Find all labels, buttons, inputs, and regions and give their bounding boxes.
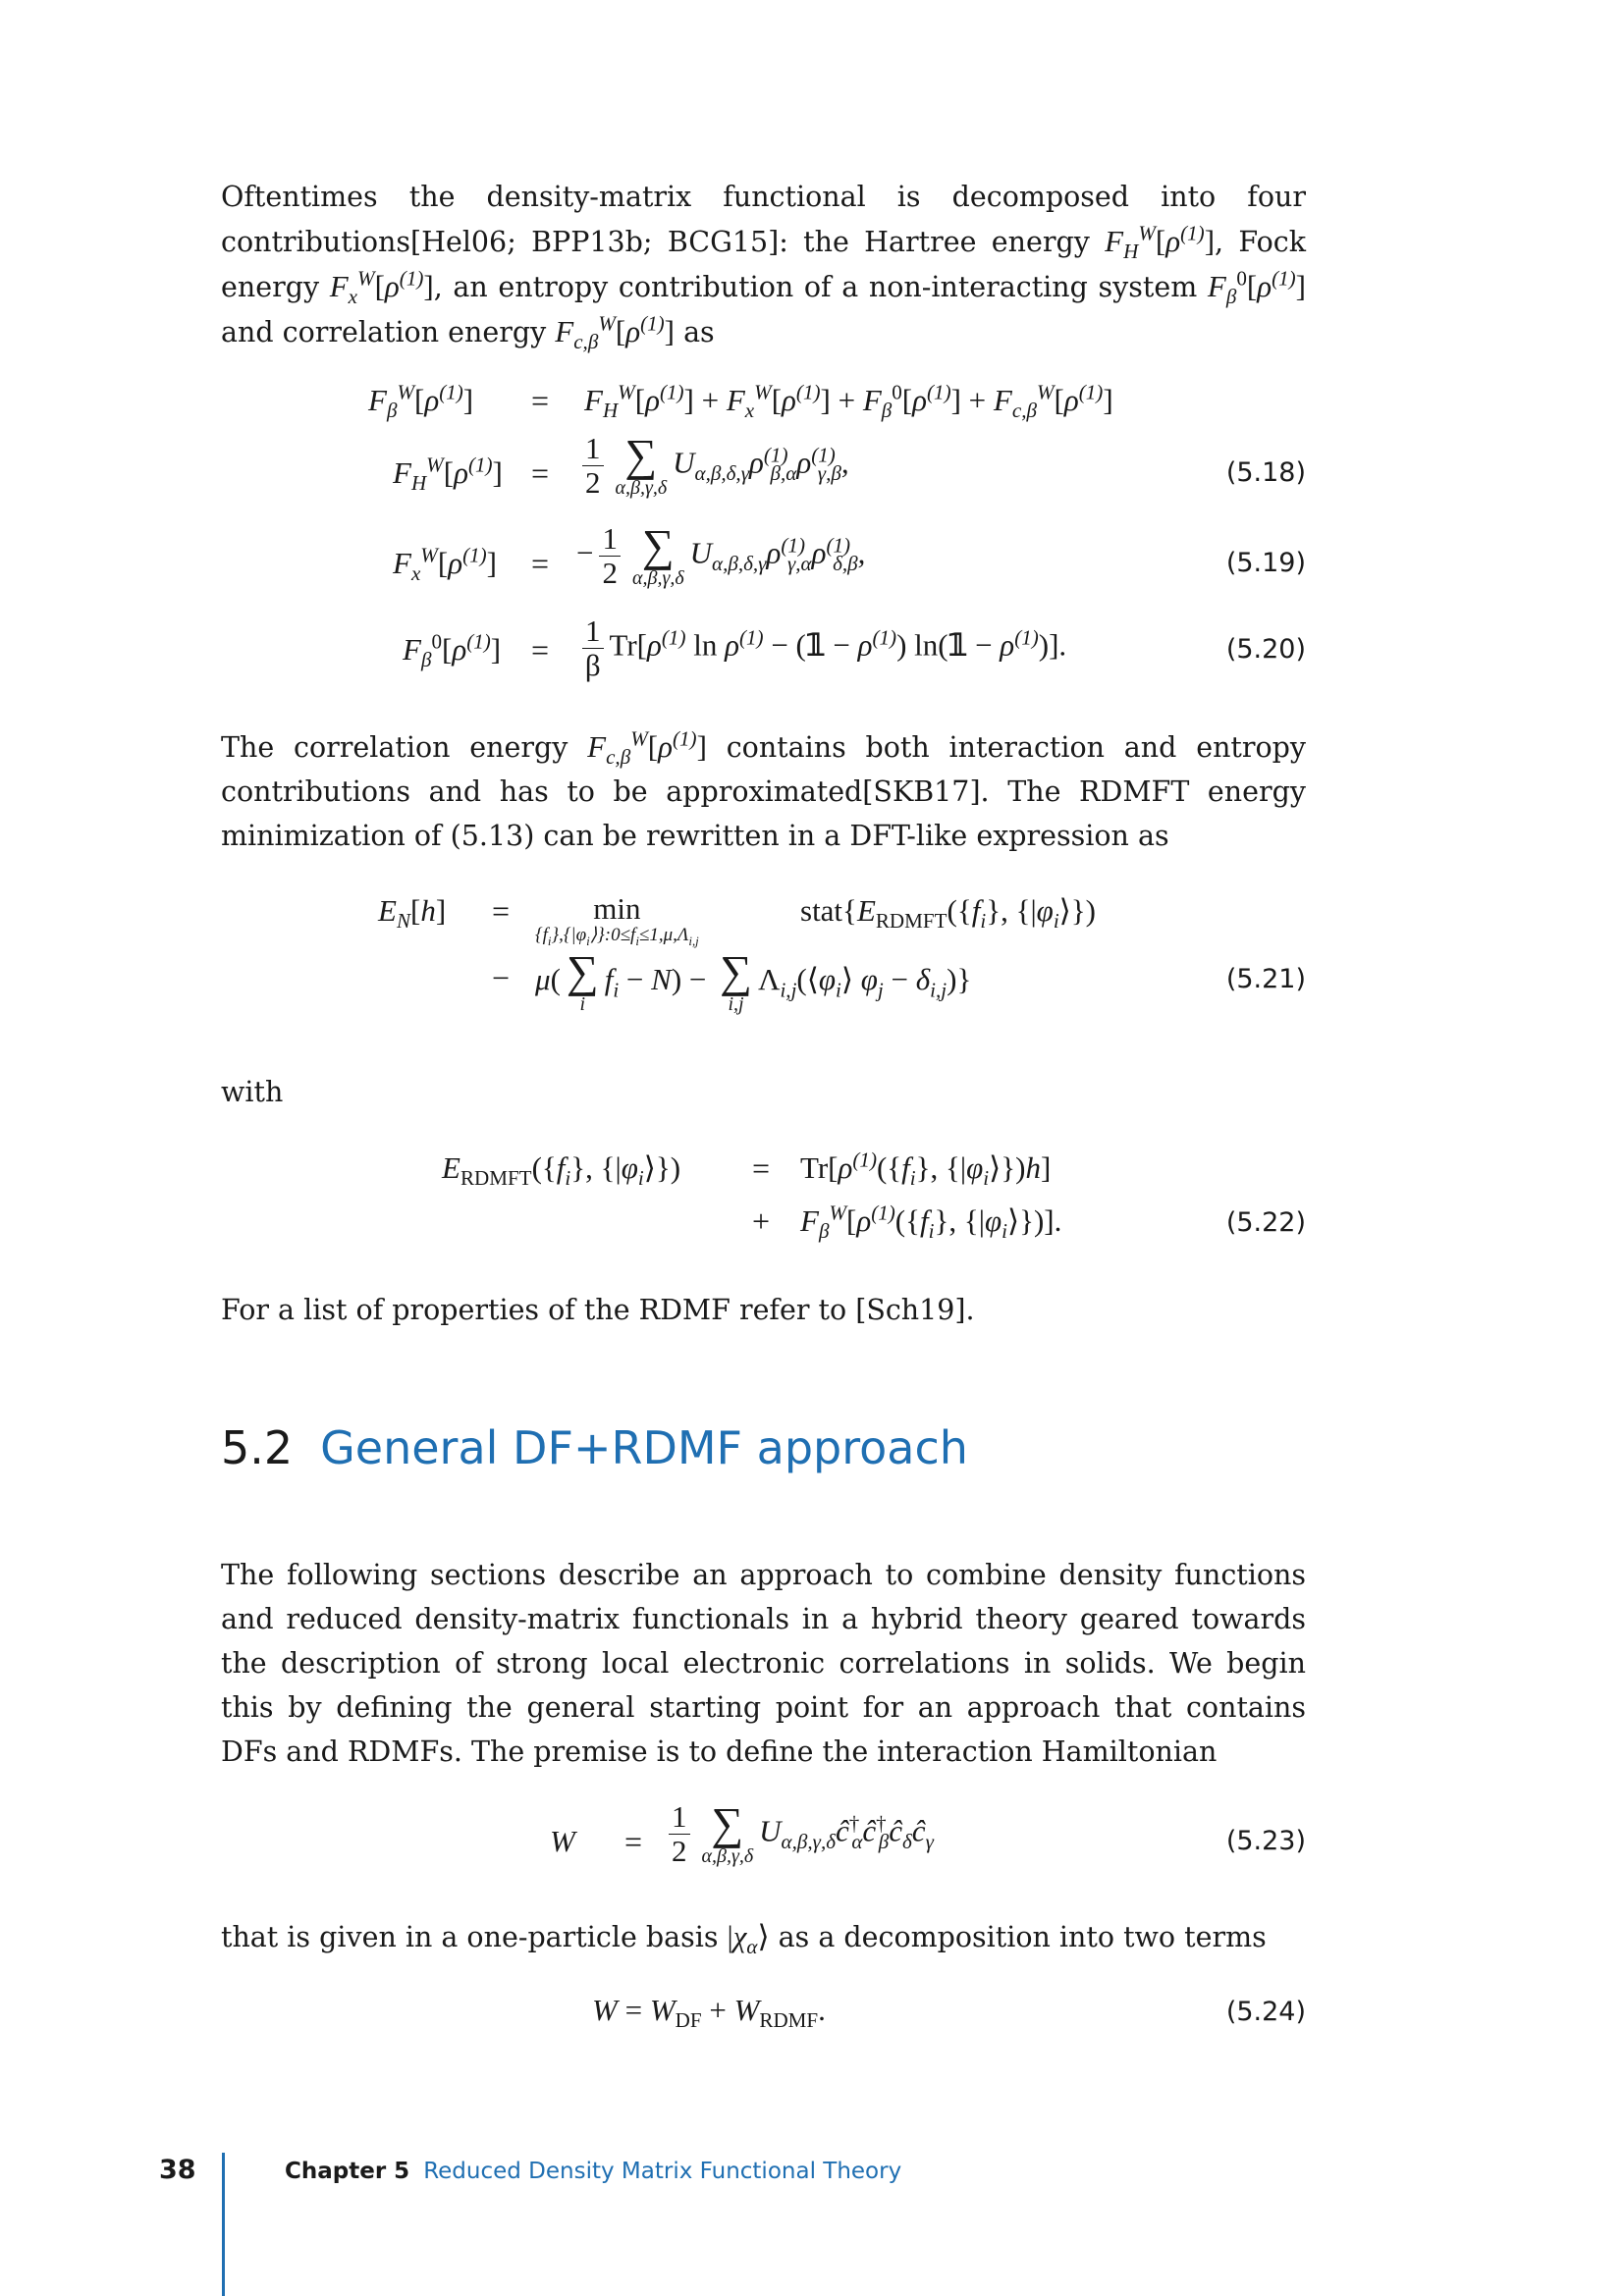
correlation-text-2: contains both interaction and entropy contributions and has to be approximated[SKB17]. The RDMFT energy minimization of (5.13) can be rewritten in a DFT-like expression as: [221, 731, 1306, 852]
equation-5-19: [221, 519, 1306, 611]
properties-paragraph: For a list of properties of the RDMF refer to [Sch19].: [221, 1294, 975, 1326]
section-title: General DF+RDMF approach: [320, 1421, 968, 1474]
intro-text-4: and correlation energy: [221, 316, 547, 348]
running-footer: [285, 2159, 901, 2184]
page-number: 38: [159, 2155, 196, 2185]
footer-rule: [222, 2153, 225, 2296]
eq-rhs: $F_\beta^W[\rho^{(1)}(\{f_i\}$, $\{|\varphi_i⟩\}$)].: [800, 1201, 1062, 1244]
section-number: 5.2: [221, 1421, 294, 1474]
equation-5-21-line-2: [221, 946, 1306, 1039]
eq-lhs: $F_\beta^0[\rho^{(1)}]$: [403, 629, 502, 672]
entropy-symbol: $F_\beta^0[\rho^{(1)}]$: [1207, 266, 1306, 309]
equation-number: (5.21): [1225, 964, 1306, 994]
eq-rhs: $\frac{1}{\beta}$ $Tr[\rho^{(1)}$ $\ln \rho^{(1)}$ − (𝟙 − $\rho^{(1)}$) ln(𝟙 − $\rho^{(1)}$)].: [576, 614, 1066, 682]
with-label: with: [221, 1076, 284, 1108]
equation-5-21-line-1: [221, 893, 1306, 952]
eq-rhs: $\frac{1}{2}$ ∑ α,β,γ,δ $U_{\alpha,\beta,\gamma,\delta}ĉ^\dagger_\alpha ĉ^\dagger_\beta ĉ_\delta ĉ_\gamma$: [663, 1800, 934, 1868]
equation-5-24: [221, 1993, 1306, 2052]
equation-number: (5.24): [1225, 1997, 1306, 2027]
equation-number: (5.19): [1225, 548, 1306, 578]
correlation-energy-symbol: $F_{c,\beta}^W[\rho^{(1)}]$: [555, 311, 675, 354]
equation-5-22-line-1: [221, 1150, 1306, 1209]
eq-plus: +: [751, 1203, 771, 1239]
fock-energy-symbol: $F_x^W[\rho^{(1)}]$: [329, 266, 434, 309]
equation-5-23: [221, 1797, 1306, 1889]
correlation-energy-symbol: $F_{c,\beta}^W[\rho^{(1)}]$: [587, 726, 707, 770]
eq-rhs: $F_H^W[\rho^{(1)}] + F_x^W[\rho^{(1)}] + F_\beta^0[\rho^{(1)}] + F_{c,\beta}^W[\rho^{(1)}]$: [584, 380, 1113, 423]
equation-number: (5.22): [1225, 1207, 1306, 1238]
correlation-paragraph: [221, 724, 1306, 858]
eq-lhs: $F_\beta^W[\rho^{(1)}]$: [368, 380, 474, 423]
equation-number: (5.20): [1225, 634, 1306, 665]
eq-lhs: $E_N[h]$: [378, 893, 447, 934]
chapter-label: Chapter 5: [285, 2159, 410, 2184]
intro-paragraph: [221, 175, 1306, 354]
equation-5-22-line-2: [221, 1203, 1306, 1262]
eq-equals: =: [530, 383, 550, 418]
eq-lhs: $F_x^W[\rho^{(1)}]$: [393, 543, 497, 586]
correlation-text-1: The correlation energy: [221, 731, 568, 764]
equation-number: (5.18): [1225, 457, 1306, 488]
eq-rhs: − $\frac{1}{2}$ ∑ α,β,γ,δ $U_{\alpha,\beta,\delta,\gamma}\rho^{(1)}_{\gamma,\alpha}\rho^{(1)}_{\delta,\beta}$,: [576, 519, 866, 590]
eq-equals: =: [530, 455, 550, 491]
eq-rhs: $stat\{E_{RDMFT}(\{f_i\}$, $\{|\varphi_i⟩\}$): [800, 893, 1096, 934]
eq-rhs: μ( ∑ i $f_i - N$) − ∑ i,j $\Lambda_{i,j}(⟨\varphi_i⟩$ $\varphi_j - \delta_{i,j}$)}: [535, 946, 972, 1015]
eq-equals: =: [530, 632, 550, 667]
equation-5-20: [221, 614, 1306, 693]
basis-text-2: as a decomposition into two terms: [778, 1921, 1267, 1953]
hartree-energy-symbol: $F_H^W[\rho^{(1)}]$: [1105, 221, 1216, 264]
eq-rhs: $Tr[\rho^{(1)}(\{f_i\}$, $\{|\varphi_i⟩\})h$]: [800, 1148, 1052, 1191]
eq-minus: −: [491, 960, 511, 995]
basis-text-1: that is given in a one-particle basis: [221, 1921, 719, 1953]
eq-lhs: $E_{RDMFT}(\{f_i\}$, $\{|\varphi_i⟩\}$): [442, 1150, 681, 1191]
chapter-title: Reduced Density Matrix Functional Theory: [423, 2159, 902, 2184]
eq-lhs: $F_H^W[\rho^{(1)}]$: [393, 453, 503, 496]
basis-symbol: $|\chi_\alpha⟩$: [727, 1919, 770, 1959]
eq-equals: =: [491, 893, 511, 929]
eq-min-operator: min $\{f_i\},\{|\varphi_i⟩\}:0\le f_i\le 1,\mu,\Lambda_{i,j}$: [535, 891, 699, 948]
intro-text-3: , an entropy contribution of a non-interacting system: [433, 271, 1198, 303]
intro-text-2: , Fock energy: [221, 226, 1306, 303]
equation-5-18: [221, 429, 1306, 520]
eq-equals: =: [751, 1150, 771, 1186]
intro-text-5: as: [683, 316, 715, 348]
section-heading: [221, 1421, 968, 1474]
eq-body: $W = W_{DF} + W_{RDMF}$.: [592, 1993, 826, 2033]
approach-paragraph: The following sections describe an approach to combine density functions and reduced density-matrix functionals in a hybrid theory geared towards the description of strong local electronic correlations in solids. We begin this by defining the general starting point for an approach that contains DFs and RDMFs. The premise is to define the interaction Hamiltonian: [221, 1559, 1306, 1768]
eq-lhs: W: [550, 1824, 575, 1858]
equation-number: (5.23): [1225, 1826, 1306, 1856]
eq-equals: =: [623, 1824, 643, 1859]
basis-paragraph: [221, 1914, 1306, 1959]
eq-equals: =: [530, 546, 550, 581]
intro-text-1: Oftentimes the density-matrix functional is decomposed into four contributions[Hel06; BPP13b; BCG15]: the Hartree energy: [221, 181, 1306, 258]
eq-rhs: $\frac{1}{2}$ ∑ α,β,γ,δ $U_{\alpha,\beta,\delta,\gamma}\rho^{(1)}_{\beta,\alpha}\rho^{(1)}_{\gamma,\beta}$,: [576, 432, 849, 500]
